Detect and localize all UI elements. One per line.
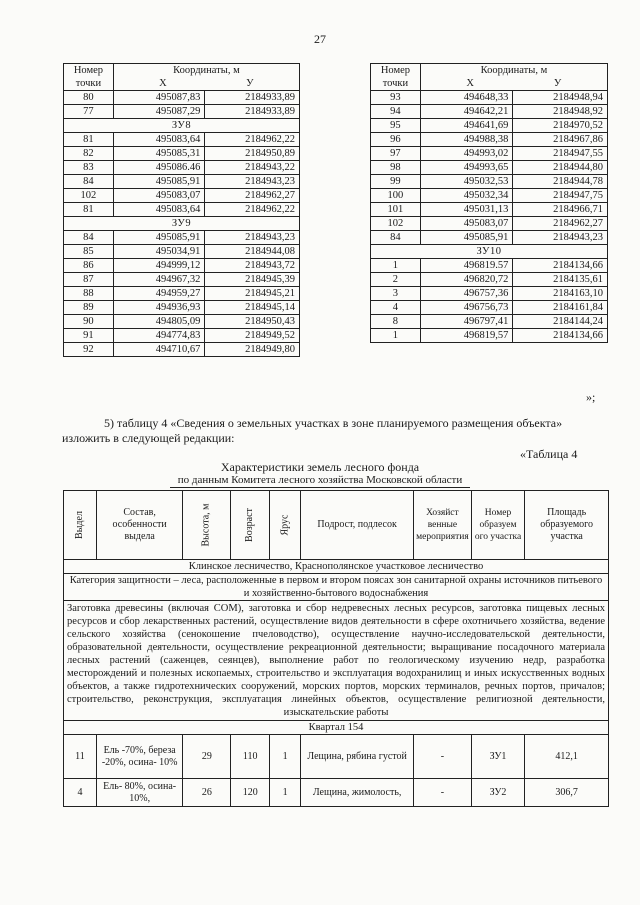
point-number-cell: 4 <box>371 301 421 315</box>
table-row <box>371 147 608 161</box>
x-coordinate-cell: 495085,91 <box>113 231 205 245</box>
forest-row <box>64 779 609 807</box>
table-row <box>64 175 300 189</box>
cell-vydel: 4 <box>64 779 97 807</box>
table-row <box>64 105 300 119</box>
cell-plot-number: ЗУ2 <box>471 779 525 807</box>
x-coordinate-cell: 495083,64 <box>113 203 205 217</box>
forest-row <box>64 735 609 779</box>
x-coordinate-cell: 494641,69 <box>420 119 513 133</box>
y-coordinate-cell: 2184134,66 <box>513 259 608 273</box>
forest-header-row <box>64 491 609 560</box>
x-coordinate-cell: 496819.57 <box>420 259 513 273</box>
table-row <box>64 231 300 245</box>
point-number-cell: 87 <box>64 273 114 287</box>
table-row <box>64 91 300 105</box>
closing-quote-semicolon: »; <box>586 390 596 404</box>
point-number-cell: 81 <box>64 133 114 147</box>
cell-height: 29 <box>183 735 231 779</box>
cell-tier: 1 <box>270 779 301 807</box>
y-coordinate-cell: 2184945,21 <box>205 287 300 301</box>
table-row <box>371 301 608 315</box>
permitted-activities: Заготовка древесины (включая СОМ), заготовка и сбор недревесных лесных ресурсов, заготовка пищевых лесных ресурсов и сбор лекарственных растений, осуществление видов деятельности в сфере охотничьего хозяйства, ведение сельского хозяйства (сенокошение пчеловодство), осуществление научно-исследовательской деятельности, образовательной деятельности, осуществление рекреационной деятельности; выращивание посадочного материала лесных растений (саженцев, сеянцев), выполнение работ по геологическому изучению недр, разработка месторождений и полезных ископаемых, строительство и эксплуатация водохранилищ и иных искусственных водных объектов, а также гидротехнических сооружений, морских портов, морских терминалов, речных портов, причалов; строительство, реконструкция, эксплуатация линейных объектов, осуществление религиозной деятельности, изыскательские работы <box>64 601 609 721</box>
point-number-cell: 99 <box>371 175 421 189</box>
point-number-cell: 81 <box>64 203 114 217</box>
cell-plot-area: 412,1 <box>525 735 609 779</box>
cell-vydel: 11 <box>64 735 97 779</box>
coordinates-table-left <box>63 63 300 357</box>
table-row <box>64 343 300 357</box>
section-label: ЗУ10 <box>371 245 608 259</box>
table-row <box>64 259 300 273</box>
cell-plot-number: ЗУ1 <box>471 735 525 779</box>
x-coordinate-cell: 494648,33 <box>420 91 513 105</box>
x-coordinate-cell: 495085,31 <box>113 147 205 161</box>
x-coordinate-cell: 494774,83 <box>113 329 205 343</box>
table-row <box>371 273 608 287</box>
y-coordinate-cell: 2184163,10 <box>513 287 608 301</box>
point-number-cell: 84 <box>371 231 421 245</box>
x-coordinate-cell: 495031,13 <box>420 203 513 217</box>
y-coordinate-cell: 2184970,52 <box>513 119 608 133</box>
point-number-cell: 82 <box>64 147 114 161</box>
coordinates-table-left-body <box>64 91 300 357</box>
point-number-cell: 1 <box>371 329 421 343</box>
point-number-cell: 83 <box>64 161 114 175</box>
forest-characteristics-table <box>63 490 609 807</box>
y-coordinate-cell: 2184135,61 <box>513 273 608 287</box>
y-coordinate-cell: 2184933,89 <box>205 91 300 105</box>
table-row <box>371 203 608 217</box>
point-number-cell: 96 <box>371 133 421 147</box>
cell-plot-area: 306,7 <box>525 779 609 807</box>
table-row <box>64 203 300 217</box>
y-coordinate-cell: 2184945,14 <box>205 301 300 315</box>
amendment-line-1: 5) таблицу 4 «Сведения о земельных участках в зоне планируемого размещения объекта» <box>104 416 563 430</box>
y-coordinate-cell: 2184962,22 <box>205 203 300 217</box>
cell-age: 110 <box>231 735 270 779</box>
x-coordinate-cell: 495086.46 <box>113 161 205 175</box>
point-number-cell: 85 <box>64 245 114 259</box>
section-row <box>371 245 608 259</box>
y-coordinate-cell: 2184962,27 <box>513 217 608 231</box>
point-number-cell: 93 <box>371 91 421 105</box>
table-row <box>371 217 608 231</box>
y-coordinate-cell: 2184950,43 <box>205 315 300 329</box>
point-number-cell: 1 <box>371 259 421 273</box>
y-coordinate-cell: 2184962,27 <box>205 189 300 203</box>
x-coordinate-cell: 496820,72 <box>420 273 513 287</box>
header-measures: Хозяйст венные мероприятия <box>414 491 472 560</box>
y-coordinate-cell: 2184966,71 <box>513 203 608 217</box>
y-coordinate-cell: 2184943,23 <box>513 231 608 245</box>
table-row <box>371 259 608 273</box>
protection-category: Категория защитности – леса, расположенные в первом и втором поясах зон санитарной охраны источников питьевого и хозяйственно-бытового водоснабжения <box>64 574 609 601</box>
point-number-cell: 101 <box>371 203 421 217</box>
y-coordinate-cell: 2184943,22 <box>205 161 300 175</box>
y-coordinate-cell: 2184962,22 <box>205 133 300 147</box>
cell-measures: - <box>414 735 472 779</box>
x-coordinate-cell: 495083,07 <box>113 189 205 203</box>
x-coordinate-cell: 495087,83 <box>113 91 205 105</box>
point-number-cell: 77 <box>64 105 114 119</box>
x-coordinate-cell: 495034,91 <box>113 245 205 259</box>
y-coordinate-cell: 2184944,78 <box>513 175 608 189</box>
header-point-number: Номер точки <box>64 64 114 91</box>
y-coordinate-cell: 2184943,23 <box>205 175 300 189</box>
cell-age: 120 <box>231 779 270 807</box>
x-coordinate-cell: 494805,09 <box>113 315 205 329</box>
point-number-cell: 84 <box>64 175 114 189</box>
point-number-cell: 3 <box>371 287 421 301</box>
table-label: «Таблица 4 <box>520 447 578 461</box>
table-row <box>371 329 608 343</box>
coordinates-table-right-body <box>371 91 608 343</box>
quarter-label: Квартал 154 <box>64 721 609 735</box>
y-coordinate-cell: 2184943,72 <box>205 259 300 273</box>
x-coordinate-cell: 495032,53 <box>420 175 513 189</box>
table-row <box>371 119 608 133</box>
point-number-cell: 100 <box>371 189 421 203</box>
table-row <box>371 161 608 175</box>
point-number-cell: 97 <box>371 147 421 161</box>
x-coordinate-cell: 494642,21 <box>420 105 513 119</box>
header-age: Возраст <box>231 491 270 560</box>
forestry-name: Клинское лесничество, Краснополянское участковое лесничество <box>64 560 609 574</box>
point-number-cell: 2 <box>371 273 421 287</box>
cell-tier: 1 <box>270 735 301 779</box>
point-number-cell: 84 <box>64 231 114 245</box>
x-coordinate-cell: 496756,73 <box>420 301 513 315</box>
point-number-cell: 80 <box>64 91 114 105</box>
cell-composition: Ель -70%, береза -20%, осина- 10% <box>96 735 182 779</box>
header-undergrowth: Подрост, подлесок <box>301 491 414 560</box>
y-coordinate-cell: 2184144,24 <box>513 315 608 329</box>
table-row <box>64 301 300 315</box>
x-coordinate-cell: 495083,64 <box>113 133 205 147</box>
header-plot-number: Номер образуем ого участка <box>471 491 525 560</box>
x-coordinate-cell: 496797,41 <box>420 315 513 329</box>
table-row <box>371 133 608 147</box>
header-tier: Ярус <box>270 491 301 560</box>
y-coordinate-cell: 2184948,92 <box>513 105 608 119</box>
page-number: 27 <box>314 32 326 46</box>
table-row <box>371 105 608 119</box>
table-row <box>371 189 608 203</box>
amendment-paragraph <box>62 416 610 446</box>
x-coordinate-cell: 494988,38 <box>420 133 513 147</box>
x-coordinate-cell: 494936,93 <box>113 301 205 315</box>
point-number-cell: 91 <box>64 329 114 343</box>
table-subtitle: по данным Комитета лесного хозяйства Московской области <box>170 474 470 488</box>
header-point-number: Номер точки <box>371 64 421 91</box>
y-coordinate-cell: 2184947,55 <box>513 147 608 161</box>
y-coordinate-cell: 2184967,86 <box>513 133 608 147</box>
point-number-cell: 98 <box>371 161 421 175</box>
x-coordinate-cell: 496757,36 <box>420 287 513 301</box>
header-coordinates: Координаты, м X У <box>113 64 299 91</box>
table-row <box>371 287 608 301</box>
table-row <box>371 175 608 189</box>
table-row <box>64 329 300 343</box>
coordinates-table-right <box>370 63 608 343</box>
point-number-cell: 89 <box>64 301 114 315</box>
x-coordinate-cell: 495085,91 <box>420 231 513 245</box>
table-row <box>64 287 300 301</box>
section-label: ЗУ9 <box>64 217 300 231</box>
y-coordinate-cell: 2184943,23 <box>205 231 300 245</box>
table-row <box>64 245 300 259</box>
table-row <box>64 315 300 329</box>
x-coordinate-cell: 495087,29 <box>113 105 205 119</box>
table-row <box>64 189 300 203</box>
y-coordinate-cell: 2184947,75 <box>513 189 608 203</box>
amendment-line-2: изложить в следующей редакции: <box>62 431 235 445</box>
header-composition: Состав, особенности выдела <box>96 491 182 560</box>
x-coordinate-cell: 494967,32 <box>113 273 205 287</box>
y-coordinate-cell: 2184161,84 <box>513 301 608 315</box>
y-coordinate-cell: 2184944,80 <box>513 161 608 175</box>
x-coordinate-cell: 494999,12 <box>113 259 205 273</box>
point-number-cell: 86 <box>64 259 114 273</box>
table-row <box>64 273 300 287</box>
x-coordinate-cell: 494710,67 <box>113 343 205 357</box>
header-vydel: Выдел <box>64 491 97 560</box>
section-row <box>64 217 300 231</box>
x-coordinate-cell: 494993,65 <box>420 161 513 175</box>
cell-undergrowth: Лещина, жимолость, <box>301 779 414 807</box>
y-coordinate-cell: 2184949,52 <box>205 329 300 343</box>
point-number-cell: 94 <box>371 105 421 119</box>
y-coordinate-cell: 2184945,39 <box>205 273 300 287</box>
cell-undergrowth: Лещина, рябина густой <box>301 735 414 779</box>
point-number-cell: 102 <box>64 189 114 203</box>
section-label: ЗУ8 <box>64 119 300 133</box>
cell-height: 26 <box>183 779 231 807</box>
table-row <box>371 91 608 105</box>
point-number-cell: 90 <box>64 315 114 329</box>
x-coordinate-cell: 495085,91 <box>113 175 205 189</box>
table-row <box>64 161 300 175</box>
table-title: Характеристики земель лесного фонда <box>220 460 420 474</box>
y-coordinate-cell: 2184950,89 <box>205 147 300 161</box>
point-number-cell: 95 <box>371 119 421 133</box>
table-row <box>371 315 608 329</box>
point-number-cell: 88 <box>64 287 114 301</box>
x-coordinate-cell: 495032,34 <box>420 189 513 203</box>
y-coordinate-cell: 2184949,80 <box>205 343 300 357</box>
y-coordinate-cell: 2184948,94 <box>513 91 608 105</box>
cell-composition: Ель- 80%, осина- 10%, <box>96 779 182 807</box>
x-coordinate-cell: 495083,07 <box>420 217 513 231</box>
header-coordinates: Координаты, м X У <box>420 64 607 91</box>
point-number-cell: 92 <box>64 343 114 357</box>
header-height: Высота, м <box>183 491 231 560</box>
table-row <box>371 231 608 245</box>
table-row <box>64 147 300 161</box>
y-coordinate-cell: 2184134,66 <box>513 329 608 343</box>
header-plot-area: Площадь образуемого участка <box>525 491 609 560</box>
point-number-cell: 102 <box>371 217 421 231</box>
x-coordinate-cell: 494959,27 <box>113 287 205 301</box>
x-coordinate-cell: 494993,02 <box>420 147 513 161</box>
point-number-cell: 8 <box>371 315 421 329</box>
table-row <box>64 133 300 147</box>
section-row <box>64 119 300 133</box>
x-coordinate-cell: 496819,57 <box>420 329 513 343</box>
y-coordinate-cell: 2184944,08 <box>205 245 300 259</box>
y-coordinate-cell: 2184933,89 <box>205 105 300 119</box>
cell-measures: - <box>414 779 472 807</box>
